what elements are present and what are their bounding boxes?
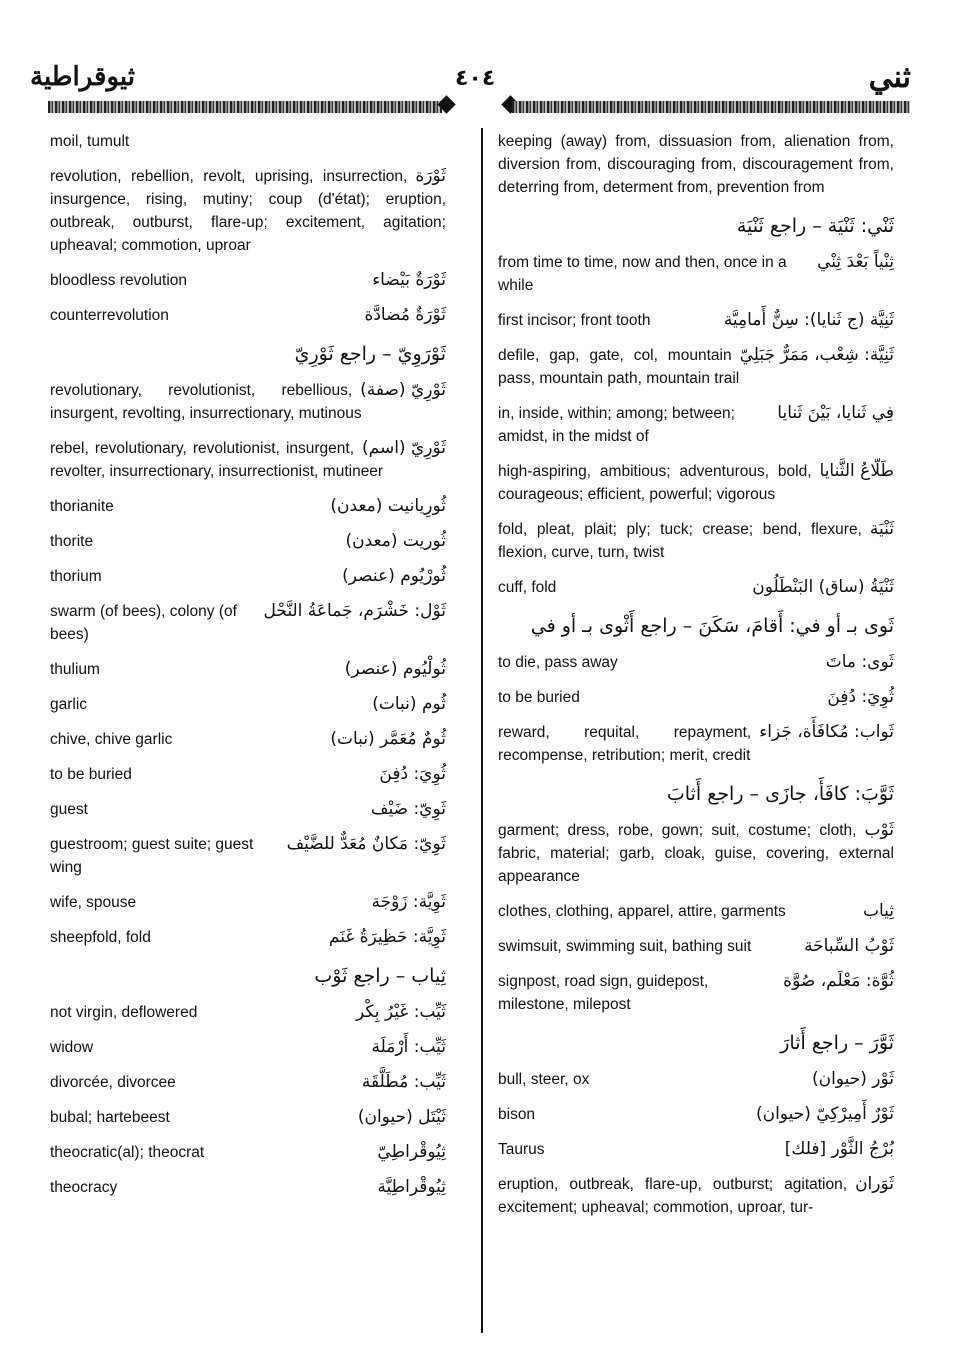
definition-english: thorianite <box>50 498 114 515</box>
definition-english: bison <box>498 1106 536 1123</box>
headword-arabic: ثَوْل: خَشْرَم، جَماعَةُ النَّحْل <box>263 601 446 621</box>
definition-english: guestroom; guest suite; guest wing <box>50 836 254 876</box>
dictionary-entry <box>498 721 894 767</box>
headword-arabic: ثُورِيانيت (معدن) <box>330 496 446 516</box>
definition-english: sheepfold, fold <box>50 929 151 946</box>
definition-english: bubal; hartebeest <box>50 1109 170 1126</box>
definition-english: not virgin, deflowered <box>50 1004 198 1021</box>
headword-arabic: ثَيْتَل (حيوان) <box>357 1107 446 1127</box>
cross-reference: ثَوَّرَ – راجع أَثارَ <box>780 1032 894 1054</box>
definition-english: high-aspiring, ambitious; adventurous, bold, courageous; efficient, powerful; vigorous <box>498 463 812 503</box>
cross-reference: ثَوْرَوِيّ – راجع ثَوْرِيّ <box>294 343 446 365</box>
headword-arabic: ثُوريت (معدن) <box>345 531 446 551</box>
dictionary-entry <box>50 530 446 553</box>
cross-reference: ثَنْي: ثَنْيَة – راجع ثَنْيَة <box>736 215 894 237</box>
definition-english: garment; dress, robe, gown; suit, costume; cloth, fabric, material; garb, cloak, guise, covering, external appearance <box>498 822 894 885</box>
cross-reference: ثَوى بـ أو في: أَقامَ، سَكَنَ – راجع أَثْوى بـ أو في <box>530 615 894 637</box>
dictionary-entry <box>498 309 894 332</box>
headword-arabic: ثَوى: ماتَ <box>825 652 894 672</box>
definition-english: wife, spouse <box>50 894 137 911</box>
definition-english: divorcée, divorcee <box>50 1074 176 1091</box>
headword-arabic: ثَوِيّ: ضَيْف <box>370 799 446 819</box>
header-rule-right <box>512 101 910 113</box>
dictionary-entry <box>50 495 446 518</box>
cross-reference: ثَوَّبَ: كافَأَ، جازَى – راجع أَثابَ <box>666 783 894 805</box>
headword-arabic: ثِنْياً بَعْدَ ثِنْي <box>817 252 894 272</box>
definition-english: first incisor; front tooth <box>498 312 651 329</box>
dictionary-entry <box>498 460 894 506</box>
definition-english: cuff, fold <box>498 579 557 596</box>
header-rule-left <box>48 101 442 113</box>
definition-english: chive, chive garlic <box>50 731 173 748</box>
headword-arabic: ثُومٌ مُعَمَّر (نبات) <box>330 729 446 749</box>
definition-english: reward, requital, repayment, recompense, retribution; merit, credit <box>498 724 752 764</box>
definition-english: to die, pass away <box>498 654 618 671</box>
dictionary-entry <box>50 833 446 879</box>
headword-arabic: ثَنْيَة <box>869 519 894 539</box>
dictionary-entry <box>50 379 446 425</box>
dictionary-entry <box>498 1068 894 1091</box>
headword-arabic: ثُوَّة: مَعْلَم، صُوَّة <box>783 971 894 991</box>
dictionary-entry <box>498 935 894 958</box>
definition-english: signpost, road sign, guidepost, milestone, milepost <box>498 973 709 1013</box>
definition-english: rebel, revolutionary, revolutionist, insurgent, revolter, insurrectionary, insurrectionist, mutineer <box>50 440 384 480</box>
right-entries <box>498 211 894 1219</box>
definition-english: defile, gap, gate, col, mountain pass, mountain path, mountain trail <box>498 347 740 387</box>
dictionary-entry <box>498 651 894 674</box>
headword-arabic: ثَوْرَةٌ مُضادَّة <box>364 305 446 325</box>
dictionary-entry <box>50 600 446 646</box>
definition-english: thulium <box>50 661 100 678</box>
headword-arabic: بُرْجُ الثَّوْر [فلك] <box>784 1139 894 1159</box>
dictionary-entry <box>50 1141 446 1164</box>
headword-arabic: ثَنْيَةُ (ساق) البَنْطَلُون <box>752 577 894 597</box>
dictionary-entry <box>50 1001 446 1024</box>
dictionary-entry <box>498 251 894 297</box>
headword-arabic: ثَوْبُ السِّباحَة <box>804 936 894 956</box>
dictionary-entry <box>50 798 446 821</box>
dictionary-entry <box>50 1036 446 1059</box>
dictionary-entry <box>50 693 446 716</box>
headword-arabic: ثَوْرِيّ (اسم) <box>362 438 446 458</box>
definition-english: bull, steer, ox <box>498 1071 590 1088</box>
headword-arabic: ثَوِيَّة: زَوْجَة <box>371 892 446 912</box>
page-number: ٤٠٤ <box>455 66 496 91</box>
definition-english: thorium <box>50 568 102 585</box>
definition-english: eruption, outbreak, flare-up, outburst; agitation, excitement; upheaval; commotion, uproar, tur- <box>498 1176 848 1216</box>
dictionary-entry <box>498 900 894 923</box>
dictionary-entry <box>498 1138 894 1161</box>
definition-english: Taurus <box>498 1141 545 1158</box>
guide-word-left: ثيوقراطية <box>30 62 135 92</box>
headword-arabic: ثِيُوقْراطِيَّة <box>377 1177 446 1197</box>
guide-word-right: ثني <box>868 60 911 95</box>
definition-english: thorite <box>50 533 94 550</box>
headword-arabic: طَلّاعُ الثَّنايا <box>819 461 894 481</box>
left-entries <box>50 165 446 1199</box>
dictionary-entry <box>50 658 446 681</box>
dictionary-entry <box>498 1103 894 1126</box>
dictionary-entry <box>50 437 446 483</box>
headword-arabic: ثُورْيُوم (عنصر) <box>342 566 446 586</box>
headword-arabic: ثَيِّب: مُطَلَّقَة <box>361 1072 446 1092</box>
headword-arabic: ثَيِّب: غَيْرُ بِكْر <box>356 1002 446 1022</box>
dictionary-entry <box>50 763 446 786</box>
right-column <box>498 130 894 1231</box>
headword-arabic: ثَنِيَّة (ج ثَنايا): سِنٌّ أَمامِيَّة <box>723 310 894 330</box>
cross-reference: ثِياب – راجع ثَوْب <box>314 965 446 987</box>
headword-arabic: ثَوْب <box>864 820 894 840</box>
definition-english: fold, pleat, plait; ply; tuck; crease; bend, flexure, flexion, curve, turn, twist <box>498 521 862 561</box>
continuation-text: moil, tumult <box>50 133 130 150</box>
dictionary-entry <box>50 891 446 914</box>
page-header <box>0 0 953 140</box>
dictionary-entry <box>50 165 446 257</box>
definition-english: clothes, clothing, apparel, attire, garments <box>498 903 786 920</box>
definition-english: revolution, rebellion, revolt, uprising, insurrection, insurgence, rising, mutiny; coup (d'état); eruption, outbreak, outburst, flare-up; excitement, agitation; upheaval; commotion, uproar <box>50 168 446 254</box>
dictionary-entry <box>50 269 446 292</box>
definition-english: to be buried <box>50 766 132 783</box>
definition-english: theocratic(al); theocrat <box>50 1144 205 1161</box>
left-column <box>50 130 446 1211</box>
definition-english: widow <box>50 1039 94 1056</box>
definition-english: from time to time, now and then, once in a while <box>498 254 787 294</box>
definition-english: bloodless revolution <box>50 272 188 289</box>
headword-arabic: ثَوِيَّة: حَظِيرَةُ غَنَم <box>328 927 446 947</box>
headword-arabic: ثَوَران <box>855 1174 894 1194</box>
dictionary-entry <box>50 565 446 588</box>
headword-arabic: ثَيِّب: أَرْمَلَة <box>371 1037 446 1057</box>
continuation-text: keeping (away) from, dissuasion from, alienation from, diversion from, discouraging from, discouragement from, deterring from, determent from, prevention from <box>498 133 894 196</box>
headword-arabic: ثُوِيَ: دُفِنَ <box>379 764 446 784</box>
dictionary-entry <box>498 970 894 1016</box>
headword-arabic: ثَوْر (حيوان) <box>811 1069 894 1089</box>
dictionary-entry <box>498 344 894 390</box>
dictionary-entry <box>50 926 446 949</box>
dictionary-entry <box>498 686 894 709</box>
headword-arabic: ثَوْرٌ أَمِيرْكِيّ (حيوان) <box>755 1104 894 1124</box>
dictionary-entry <box>50 1176 446 1199</box>
definition-english: revolutionary, revolutionist, rebellious, insurgent, revolting, insurrectionary, mutinous <box>50 382 362 422</box>
column-divider <box>481 128 483 1333</box>
definition-english: theocracy <box>50 1179 118 1196</box>
definition-english: swimsuit, swimming suit, bathing suit <box>498 938 752 955</box>
dictionary-entry <box>498 518 894 564</box>
headword-arabic: ثَوْرَة <box>415 166 446 186</box>
dictionary-entry <box>498 576 894 599</box>
headword-arabic: ثِيُوقْراطِيّ <box>377 1142 446 1162</box>
headword-arabic: ثَنِيَّة: شِعْب، مَمَرٌّ جَبَلِيّ <box>739 345 894 365</box>
definition-english: to be buried <box>498 689 580 706</box>
headword-arabic: ثَواب: مُكافَأَة، جَزاء <box>759 722 894 742</box>
dictionary-entry <box>50 1071 446 1094</box>
headword-arabic: ثِياب <box>862 901 894 921</box>
headword-arabic: فِي ثَنايا، بَيْنَ ثَنايا <box>777 403 894 423</box>
dictionary-entry <box>50 304 446 327</box>
definition-english: guest <box>50 801 88 818</box>
headword-arabic: ثَوِيّ: مَكانٌ مُعَدٌّ للضَّيْف <box>286 834 446 854</box>
headword-arabic: ثُولْيُوم (عنصر) <box>344 659 446 679</box>
definition-english: swarm (of bees), colony (of bees) <box>50 603 237 643</box>
dictionary-entry <box>50 728 446 751</box>
definition-english: garlic <box>50 696 88 713</box>
headword-arabic: ثَوْرِيّ (صفة) <box>360 380 446 400</box>
dictionary-entry <box>498 1173 894 1219</box>
dictionary-entry <box>50 1106 446 1129</box>
headword-arabic: ثُوم (نبات) <box>372 694 446 714</box>
definition-english: in, inside, within; among; between; amidst, in the midst of <box>498 405 735 445</box>
headword-arabic: ثُوِيَ: دُفِنَ <box>827 687 894 707</box>
headword-arabic: ثَوْرَةٌ بَيْضاء <box>372 270 446 290</box>
dictionary-entry <box>498 402 894 448</box>
definition-english: counterrevolution <box>50 307 169 324</box>
dictionary-entry <box>498 819 894 888</box>
